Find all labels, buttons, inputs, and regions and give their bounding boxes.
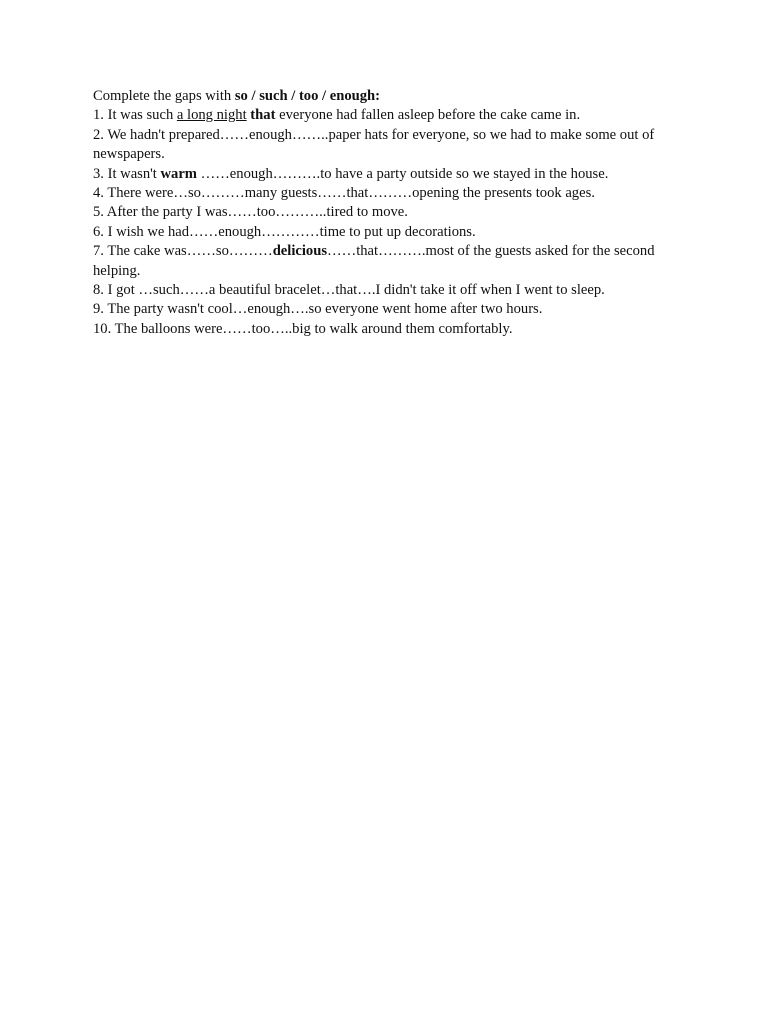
exercise-item-2: 2. We hadn't prepared……enough……..paper hats for everyone, so we had to make some out of newspapers. [93,126,655,163]
item-1-underlined-phrase: a long night [176,107,247,124]
item-1-text-a: 1. It was such [93,107,177,124]
exercise-item-4: 4. There were…so………many guests……that………opening the presents took ages. [93,185,595,202]
exercise-item-6: 6. I wish we had……enough…………time to put up decorations. [93,223,476,240]
exercise-body [93,87,683,339]
exercise-item-9: 9. The party wasn't cool…enough….so everyone went home after two hours. [93,301,543,318]
exercise-item-3 [93,165,683,184]
item-3-text-a: 3. It wasn't [93,165,161,182]
exercise-item-5: 5. After the party I was……too………..tired to move. [93,204,408,221]
instruction-line [93,87,683,106]
item-7-bold-word: delicious [272,243,328,260]
exercise-item-8: 8. I got …such……a beautiful bracelet…that….I didn't take it off when I went to sleep. [93,282,605,299]
exercise-item-10: 10. The balloons were……too…..big to walk around them comfortably. [93,320,513,337]
item-1-bold-word: that [250,107,276,124]
exercise-item-7 [93,242,683,281]
item-1-text-c: everyone had fallen asleep before the cake came in. [275,107,581,124]
exercise-item-1 [93,106,683,125]
item-7-text-a: 7. The cake was……so……… [93,243,273,260]
item-7-text-c: ……that……….most of the guests asked for the second helping. [93,243,655,279]
instruction-prefix: Complete the gaps with [93,88,235,104]
instruction-options: so / such / too / enough: [234,88,381,104]
item-3-bold-word: warm [160,165,197,182]
item-3-text-c: ……enough……….to have a party outside so we stayed in the house. [196,165,609,182]
